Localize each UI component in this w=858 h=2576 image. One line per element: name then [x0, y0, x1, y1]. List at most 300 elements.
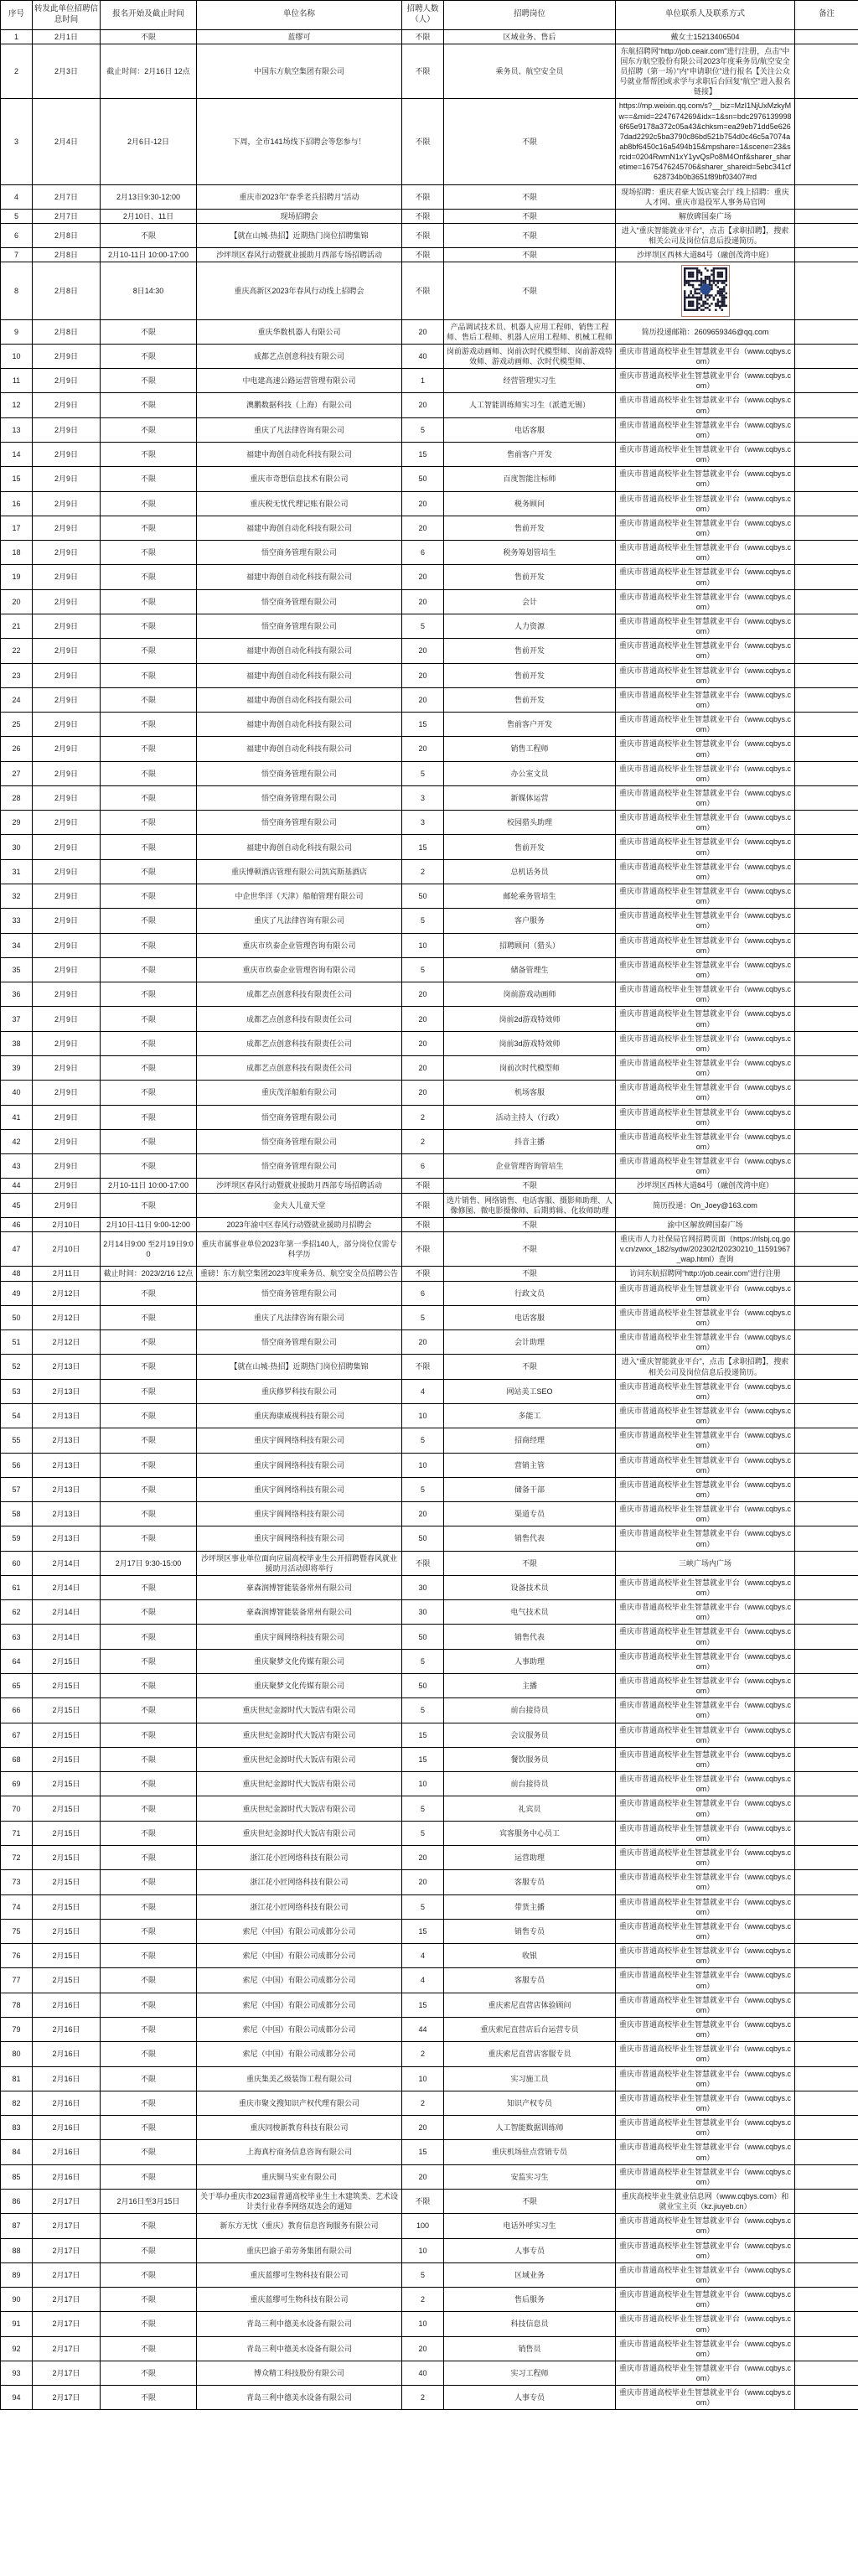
cell-note: [795, 2214, 858, 2238]
cell-forward: 2月17日: [33, 2312, 101, 2336]
table-row: [1, 262, 858, 319]
table-row: [1, 884, 858, 909]
cell-jobs: 电话外呼实习生: [444, 2214, 616, 2238]
table-row: [1, 1379, 858, 1403]
cell-count: 6: [402, 541, 444, 565]
cell-count: 10: [402, 2238, 444, 2262]
table-row: [1, 1330, 858, 1355]
cell-seq: 15: [1, 467, 33, 491]
table-row: [1, 1551, 858, 1575]
cell-count: 10: [402, 1772, 444, 1796]
cell-company: 重庆茂洋船舶有限公司: [197, 1081, 402, 1105]
cell-forward: 2月9日: [33, 1179, 101, 1193]
cell-signup: 不限: [101, 417, 197, 442]
column-header-contact: 单位联系人及联系方式: [616, 1, 795, 30]
cell-note: [795, 1031, 858, 1055]
cell-signup: 不限: [101, 1993, 197, 2017]
cell-signup: 不限: [101, 1649, 197, 1673]
cell-company: 豪森润博智能装备常州有限公司: [197, 1600, 402, 1625]
cell-jobs: 招商经理: [444, 1428, 616, 1453]
cell-seq: 6: [1, 224, 33, 248]
cell-jobs: 礼宾员: [444, 1796, 616, 1821]
cell-seq: 3: [1, 99, 33, 184]
cell-company: 青岛三利中德美水设备有限公司: [197, 2312, 402, 2336]
cell-signup: 不限: [101, 2386, 197, 2410]
cell-forward: 2月9日: [33, 467, 101, 491]
cell-note: [795, 2189, 858, 2213]
cell-company: 成都艺点创意科技有限责任公司: [197, 1007, 402, 1031]
cell-count: 5: [402, 1821, 444, 1845]
cell-seq: 22: [1, 639, 33, 663]
cell-signup: 不限: [101, 1305, 197, 1329]
cell-contact: 重庆市普通高校毕业生智慧就业平台（www.cqbys.com）: [616, 2238, 795, 2262]
cell-seq: 2: [1, 44, 33, 99]
cell-contact: 重庆市普通高校毕业生智慧就业平台（www.cqbys.com）: [616, 2361, 795, 2385]
cell-note: [795, 1502, 858, 1526]
cell-forward: 2月14日: [33, 1551, 101, 1575]
cell-signup: 不限: [101, 344, 197, 368]
cell-note: [795, 713, 858, 737]
cell-company: 重庆市聚文搜知识产权代理有限公司: [197, 2091, 402, 2115]
table-row: [1, 1193, 858, 1217]
cell-note: [795, 442, 858, 466]
table-row: [1, 1179, 858, 1193]
cell-signup: 不限: [101, 2214, 197, 2238]
cell-jobs: 行政文员: [444, 1281, 616, 1305]
cell-contact: 简历投递：On_Joey@163.com: [616, 1193, 795, 1217]
cell-signup: 不限: [101, 1846, 197, 1870]
cell-forward: 2月8日: [33, 224, 101, 248]
cell-jobs: 运营助理: [444, 1846, 616, 1870]
cell-contact: 重庆市普通高校毕业生智慧就业平台（www.cqbys.com）: [616, 2288, 795, 2312]
cell-seq: 71: [1, 1821, 33, 1845]
cell-count: 10: [402, 1453, 444, 1477]
table-row: [1, 2336, 858, 2361]
cell-seq: 11: [1, 369, 33, 393]
cell-count: 15: [402, 1993, 444, 2017]
table-row: [1, 516, 858, 540]
cell-signup: 不限: [101, 1796, 197, 1821]
table-row: [1, 2116, 858, 2140]
cell-seq: 62: [1, 1600, 33, 1625]
cell-note: [795, 262, 858, 319]
cell-signup: 不限: [101, 1379, 197, 1403]
cell-company: 福建中海创自动化科技有限公司: [197, 639, 402, 663]
cell-jobs: 带货主播: [444, 1894, 616, 1919]
table-row: [1, 2164, 858, 2189]
cell-company: 重庆蓝缪可生物科技有限公司: [197, 2288, 402, 2312]
table-row: [1, 442, 858, 466]
cell-jobs: 渠道专员: [444, 1502, 616, 1526]
cell-note: [795, 2288, 858, 2312]
cell-signup: 2月17日 9:30-15:00: [101, 1551, 197, 1575]
cell-jobs: 人事助理: [444, 1649, 616, 1673]
cell-signup: 不限: [101, 713, 197, 737]
cell-company: 重庆巴渝子弟劳务集团有限公司: [197, 2238, 402, 2262]
cell-contact: 重庆市人力社保局官网招聘页面（https://rlsbj.cq.gov.cn/zwxx_182/sydw/202302/t20230210_11591967_wap.html）查询: [616, 1231, 795, 1266]
cell-note: [795, 44, 858, 99]
cell-company: 新东方无忧（重庆）教育信息咨询服务有限公司: [197, 2214, 402, 2238]
table-row: [1, 2361, 858, 2385]
cell-jobs: 客服专员: [444, 1870, 616, 1894]
cell-note: [795, 687, 858, 712]
cell-company: 重庆宇阆网络科技有限公司: [197, 1453, 402, 1477]
cell-forward: 2月9日: [33, 541, 101, 565]
cell-jobs: 销售代表: [444, 1526, 616, 1551]
cell-signup: 不限: [101, 614, 197, 638]
cell-forward: 2月9日: [33, 417, 101, 442]
cell-forward: 2月9日: [33, 1154, 101, 1179]
cell-jobs: 售前开发: [444, 639, 616, 663]
cell-contact: 重庆市普通高校毕业生智慧就业平台（www.cqbys.com）: [616, 1281, 795, 1305]
cell-seq: 14: [1, 442, 33, 466]
cell-note: [795, 209, 858, 223]
cell-forward: 2月8日: [33, 319, 101, 344]
cell-seq: 1: [1, 29, 33, 44]
cell-jobs: 人力资源: [444, 614, 616, 638]
cell-contact: 重庆市普通高校毕业生智慧就业平台（www.cqbys.com）: [616, 761, 795, 785]
table-row: [1, 1993, 858, 2017]
cell-jobs: 重庆索尼直营店后台运营专员: [444, 2017, 616, 2041]
cell-seq: 24: [1, 687, 33, 712]
cell-note: [795, 1179, 858, 1193]
cell-company: 重庆世纪金源时代大饭店有限公司: [197, 1698, 402, 1723]
cell-forward: 2月8日: [33, 262, 101, 319]
cell-contact: 重庆市普通高校毕业生智慧就业平台（www.cqbys.com）: [616, 1154, 795, 1179]
cell-note: [795, 2386, 858, 2410]
cell-contact: 解放碑国泰广场: [616, 209, 795, 223]
cell-seq: 35: [1, 957, 33, 982]
cell-jobs: 人工智能数据训练师: [444, 2116, 616, 2140]
cell-jobs: 不限: [444, 209, 616, 223]
cell-company: 重庆博顿酒店管理有限公司凯宾斯基酒店: [197, 859, 402, 884]
cell-jobs: 选片销售、网络销售、电话客服、摄影师助理、人像修图、微电影摄像师、后期剪辑、化妆师助理: [444, 1193, 616, 1217]
cell-seq: 13: [1, 417, 33, 442]
cell-count: 不限: [402, 262, 444, 319]
cell-jobs: 乘务员、航空安全员: [444, 44, 616, 99]
table-row: [1, 1031, 858, 1055]
cell-company: 豪森润博智能装备常州有限公司: [197, 1575, 402, 1599]
table-row: [1, 417, 858, 442]
cell-seq: 45: [1, 1193, 33, 1217]
cell-count: 不限: [402, 209, 444, 223]
cell-contact: 重庆市普通高校毕业生智慧就业平台（www.cqbys.com）: [616, 1821, 795, 1845]
cell-count: 5: [402, 2262, 444, 2287]
cell-company: 成都艺点创意科技有限公司: [197, 344, 402, 368]
cell-seq: 32: [1, 884, 33, 909]
cell-forward: 2月1日: [33, 29, 101, 44]
cell-company: 索尼（中国）有限公司成都分公司: [197, 1968, 402, 1993]
cell-company: 重庆市奇想信息技术有限公司: [197, 467, 402, 491]
cell-contact: 重庆市普通高校毕业生智慧就业平台（www.cqbys.com）: [616, 1129, 795, 1153]
table-row: [1, 1355, 858, 1379]
table-row: [1, 1968, 858, 1993]
cell-forward: 2月12日: [33, 1305, 101, 1329]
cell-forward: 2月13日: [33, 1355, 101, 1379]
cell-note: [795, 2262, 858, 2287]
cell-forward: 2月9日: [33, 761, 101, 785]
cell-signup: 不限: [101, 467, 197, 491]
cell-note: [795, 2116, 858, 2140]
cell-note: [795, 957, 858, 982]
table-row: [1, 835, 858, 859]
cell-company: 悟空商务管理有限公司: [197, 811, 402, 835]
cell-seq: 92: [1, 2336, 33, 2361]
cell-seq: 94: [1, 2386, 33, 2410]
cell-company: 索尼（中国）有限公司成都分公司: [197, 2042, 402, 2066]
cell-count: 20: [402, 589, 444, 614]
cell-contact: 重庆市普通高校毕业生智慧就业平台（www.cqbys.com）: [616, 933, 795, 957]
table-row: [1, 2238, 858, 2262]
cell-signup: 不限: [101, 1007, 197, 1031]
cell-forward: 2月14日: [33, 1625, 101, 1649]
cell-seq: 68: [1, 1747, 33, 1771]
cell-note: [795, 859, 858, 884]
cell-note: [795, 1477, 858, 1501]
cell-note: [795, 1747, 858, 1771]
cell-count: 10: [402, 1403, 444, 1428]
cell-forward: 2月4日: [33, 99, 101, 184]
cell-company: 福建中海创自动化科技有限公司: [197, 687, 402, 712]
cell-note: [795, 1870, 858, 1894]
cell-contact: 重庆市普通高校毕业生智慧就业平台（www.cqbys.com）: [616, 541, 795, 565]
cell-company: 重庆了凡法律咨询有限公司: [197, 1305, 402, 1329]
cell-count: 20: [402, 2116, 444, 2140]
cell-contact: 重庆市普通高校毕业生智慧就业平台（www.cqbys.com）: [616, 713, 795, 737]
table-row: [1, 1267, 858, 1281]
cell-contact: 重庆市普通高校毕业生智慧就业平台（www.cqbys.com）: [616, 1526, 795, 1551]
cell-seq: 59: [1, 1526, 33, 1551]
cell-signup: 不限: [101, 2288, 197, 2312]
cell-forward: 2月9日: [33, 909, 101, 933]
cell-note: [795, 2017, 858, 2041]
cell-seq: 56: [1, 1453, 33, 1477]
cell-seq: 42: [1, 1129, 33, 1153]
cell-jobs: 餐饮服务员: [444, 1747, 616, 1771]
cell-seq: 81: [1, 2066, 33, 2091]
cell-company: 上海真柠商务信息咨询有限公司: [197, 2140, 402, 2164]
cell-note: [795, 491, 858, 516]
cell-contact: 重庆高校毕业生就业信息网（www.cqbys.com）和就业宝主页（kz.jiuyeb.cn）: [616, 2189, 795, 2213]
cell-jobs: 储备管理生: [444, 957, 616, 982]
cell-company: 青岛三利中德美水设备有限公司: [197, 2336, 402, 2361]
cell-contact: 重庆市普通高校毕业生智慧就业平台（www.cqbys.com）: [616, 2312, 795, 2336]
cell-jobs: 储备干部: [444, 1477, 616, 1501]
cell-note: [795, 811, 858, 835]
cell-contact: 重庆市普通高校毕业生智慧就业平台（www.cqbys.com）: [616, 2091, 795, 2115]
cell-forward: 2月9日: [33, 785, 101, 810]
cell-note: [795, 614, 858, 638]
cell-signup: 不限: [101, 393, 197, 417]
cell-count: 15: [402, 1919, 444, 1943]
cell-note: [795, 1772, 858, 1796]
cell-signup: 不限: [101, 1355, 197, 1379]
cell-jobs: 招聘顾问（猎头）: [444, 933, 616, 957]
cell-count: 20: [402, 1870, 444, 1894]
cell-seq: 51: [1, 1330, 33, 1355]
cell-count: 10: [402, 2066, 444, 2091]
cell-jobs: 经营管理实习生: [444, 369, 616, 393]
cell-company: 重庆市玖泰企业管理咨询有限公司: [197, 957, 402, 982]
cell-signup: 不限: [101, 1821, 197, 1845]
table-row: [1, 811, 858, 835]
table-row: [1, 1305, 858, 1329]
cell-count: 40: [402, 344, 444, 368]
cell-count: 5: [402, 1428, 444, 1453]
cell-count: 20: [402, 491, 444, 516]
cell-signup: 不限: [101, 1193, 197, 1217]
cell-forward: 2月9日: [33, 713, 101, 737]
cell-company: 索尼（中国）有限公司成都分公司: [197, 1993, 402, 2017]
table-row: [1, 209, 858, 223]
cell-jobs: 售前开发: [444, 565, 616, 589]
cell-company: 重庆同梭新教育科技有限公司: [197, 2116, 402, 2140]
cell-forward: 2月15日: [33, 1846, 101, 1870]
table-row: [1, 1403, 858, 1428]
cell-company: 索尼（中国）有限公司成都分公司: [197, 2017, 402, 2041]
cell-note: [795, 1944, 858, 1968]
cell-note: [795, 1428, 858, 1453]
table-row: [1, 2189, 858, 2213]
cell-contact: 沙坪坝区西林大道84号（融创茂湾中庭）: [616, 1179, 795, 1193]
cell-note: [795, 2066, 858, 2091]
cell-jobs: 校园猎头助理: [444, 811, 616, 835]
table-row: [1, 737, 858, 761]
cell-seq: 79: [1, 2017, 33, 2041]
cell-contact: 重庆市普通高校毕业生智慧就业平台（www.cqbys.com）: [616, 1379, 795, 1403]
cell-jobs: 岗前游戏动画师: [444, 982, 616, 1007]
cell-forward: 2月11日: [33, 1267, 101, 1281]
cell-seq: 26: [1, 737, 33, 761]
column-header-seq: 序号: [1, 1, 33, 30]
table-header-row: [1, 1, 858, 30]
table-row: [1, 1129, 858, 1153]
cell-count: 20: [402, 639, 444, 663]
cell-note: [795, 1305, 858, 1329]
cell-seq: 72: [1, 1846, 33, 1870]
cell-forward: 2月13日: [33, 1403, 101, 1428]
column-header-company: 单位名称: [197, 1, 402, 30]
cell-seq: 5: [1, 209, 33, 223]
cell-count: 20: [402, 1846, 444, 1870]
table-row: [1, 2214, 858, 2238]
table-row: [1, 1649, 858, 1673]
cell-jobs: 不限: [444, 1267, 616, 1281]
cell-note: [795, 835, 858, 859]
cell-forward: 2月9日: [33, 933, 101, 957]
cell-contact: 重庆市普通高校毕业生智慧就业平台（www.cqbys.com）: [616, 2042, 795, 2066]
table-row: [1, 1105, 858, 1129]
cell-jobs: 会计: [444, 589, 616, 614]
cell-company: 成都艺点创意科技有限责任公司: [197, 1056, 402, 1081]
cell-contact: 重庆市普通高校毕业生智慧就业平台（www.cqbys.com）: [616, 2140, 795, 2164]
cell-forward: 2月9日: [33, 663, 101, 687]
column-header-jobs: 招聘岗位: [444, 1, 616, 30]
cell-count: 30: [402, 1600, 444, 1625]
cell-contact: 重庆市普通高校毕业生智慧就业平台（www.cqbys.com）: [616, 1968, 795, 1993]
cell-forward: 2月9日: [33, 1031, 101, 1055]
table-row: [1, 2017, 858, 2041]
cell-note: [795, 2312, 858, 2336]
cell-seq: 10: [1, 344, 33, 368]
table-row: [1, 859, 858, 884]
cell-seq: 12: [1, 393, 33, 417]
cell-signup: 不限: [101, 1129, 197, 1153]
cell-count: 20: [402, 393, 444, 417]
cell-count: 2: [402, 859, 444, 884]
cell-seq: 82: [1, 2091, 33, 2115]
cell-forward: 2月17日: [33, 2189, 101, 2213]
table-row: [1, 1674, 858, 1698]
cell-forward: 2月9日: [33, 859, 101, 884]
cell-contact: 重庆市普通高校毕业生智慧就业平台（www.cqbys.com）: [616, 1305, 795, 1329]
cell-jobs: 重庆机场驻点营销专员: [444, 2140, 616, 2164]
cell-count: 不限: [402, 1193, 444, 1217]
cell-count: 不限: [402, 1355, 444, 1379]
cell-signup: 不限: [101, 1944, 197, 1968]
cell-forward: 2月16日: [33, 2042, 101, 2066]
table-row: [1, 44, 858, 99]
cell-signup: 不限: [101, 663, 197, 687]
table-row: [1, 2386, 858, 2410]
cell-contact: 渝中区解放碑国泰广场: [616, 1217, 795, 1231]
cell-seq: 21: [1, 614, 33, 638]
cell-jobs: 售前客户开发: [444, 442, 616, 466]
table-row: [1, 1502, 858, 1526]
table-row: [1, 761, 858, 785]
cell-count: 20: [402, 516, 444, 540]
cell-signup: 不限: [101, 1031, 197, 1055]
cell-jobs: 宾客服务中心员工: [444, 1821, 616, 1845]
cell-contact: 重庆市普通高校毕业生智慧就业平台（www.cqbys.com）: [616, 2386, 795, 2410]
cell-contact: 重庆市普通高校毕业生智慧就业平台（www.cqbys.com）: [616, 1403, 795, 1428]
cell-company: 悟空商务管理有限公司: [197, 589, 402, 614]
column-header-forward: 转发此单位招聘信息时间: [33, 1, 101, 30]
cell-count: 不限: [402, 99, 444, 184]
cell-count: 5: [402, 614, 444, 638]
cell-contact: 重庆市普通高校毕业生智慧就业平台（www.cqbys.com）: [616, 2214, 795, 2238]
cell-seq: 52: [1, 1355, 33, 1379]
cell-note: [795, 184, 858, 209]
cell-company: 重庆聚梦文化传媒有限公司: [197, 1649, 402, 1673]
cell-contact: 重庆市普通高校毕业生智慧就业平台（www.cqbys.com）: [616, 491, 795, 516]
cell-signup: 不限: [101, 2238, 197, 2262]
cell-note: [795, 369, 858, 393]
cell-forward: 2月7日: [33, 209, 101, 223]
table-row: [1, 1081, 858, 1105]
cell-count: 不限: [402, 2189, 444, 2213]
cell-count: 6: [402, 1281, 444, 1305]
cell-company: 【就在山城·热招】近期热门岗位招聘集锦: [197, 1355, 402, 1379]
cell-seq: 85: [1, 2164, 33, 2189]
cell-company: 重庆蓝缪可生物科技有限公司: [197, 2262, 402, 2287]
table-row: [1, 1477, 858, 1501]
cell-contact: 重庆市普通高校毕业生智慧就业平台（www.cqbys.com）: [616, 393, 795, 417]
cell-company: 沙坪坝区事业单位面向应届高校毕业生公开招聘暨春风就业援助月活动即将举行: [197, 1551, 402, 1575]
cell-company: 重庆市2023年“春季老兵招聘月”活动: [197, 184, 402, 209]
cell-signup: 不限: [101, 2140, 197, 2164]
cell-signup: 不限: [101, 1747, 197, 1771]
cell-forward: 2月15日: [33, 1894, 101, 1919]
cell-count: 不限: [402, 1231, 444, 1266]
cell-contact: 重庆市普通高校毕业生智慧就业平台（www.cqbys.com）: [616, 957, 795, 982]
cell-signup: 不限: [101, 1600, 197, 1625]
table-row: [1, 248, 858, 262]
cell-signup: 不限: [101, 1698, 197, 1723]
table-row: [1, 184, 858, 209]
cell-count: 5: [402, 1698, 444, 1723]
cell-count: 5: [402, 1649, 444, 1673]
